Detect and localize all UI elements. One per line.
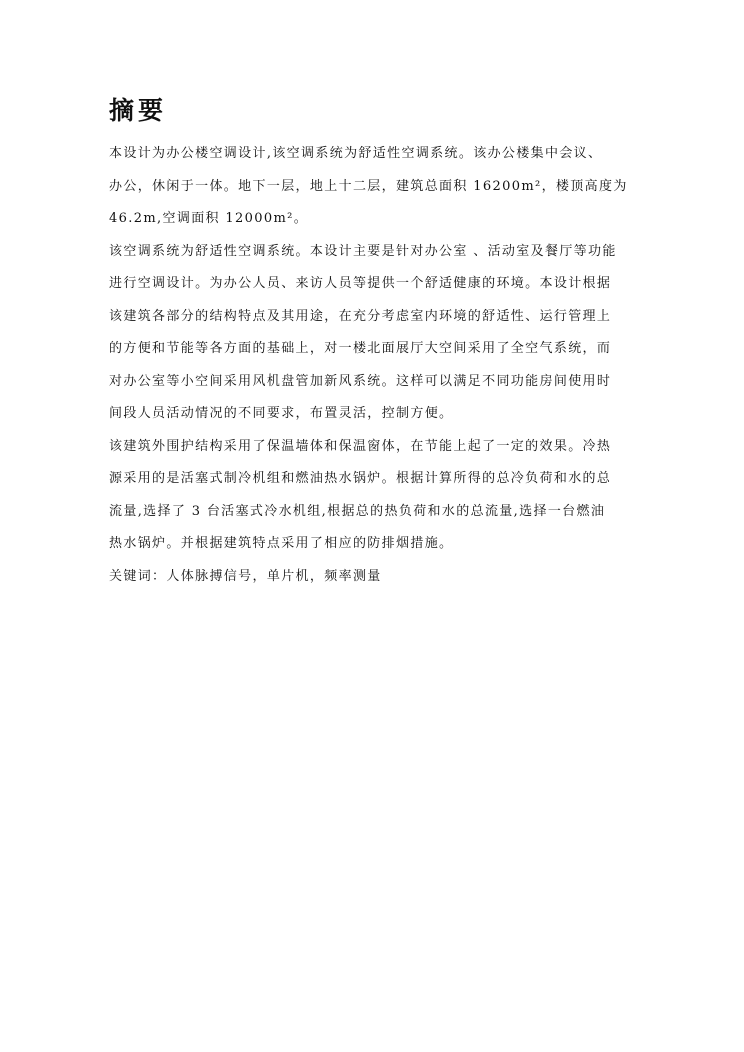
paragraph-design	[109, 236, 634, 431]
keywords-line: 关键词：人体脉搏信号，单片机，频率测量	[109, 568, 382, 584]
text-line: 对办公室等小空间采用风机盘管加新风系统。这样可以满足不同功能房间使用时	[109, 373, 612, 389]
paragraph-intro	[109, 138, 634, 236]
text-line: 46.2m,空调面积 12000m²。	[109, 211, 309, 226]
text-line: 源采用的是活塞式制冷机组和燃油热水锅炉。根据计算所得的总冷负荷和水的总	[109, 471, 612, 486]
text-line: 该建筑各部分的结构特点及其用途，在充分考虑室内环境的舒适性、运行管理上	[109, 308, 612, 324]
page-title: 摘要	[109, 96, 168, 125]
text-line: 进行空调设计。为办公人员、来访人员等提供一个舒适健康的环境。本设计根据	[109, 276, 612, 291]
text-line: 流量,选择了 3 台活塞式冷水机组,根据总的热负荷和水的总流量,选择一台燃油	[109, 503, 606, 519]
text-line: 本设计为办公楼空调设计,该空调系统为舒适性空调系统。该办公楼集中会议、	[109, 146, 603, 161]
text-line: 的方便和节能等各方面的基础上，对一楼北面展厅大空间采用了全空气系统，而	[109, 341, 612, 356]
text-line: 该空调系统为舒适性空调系统。本设计主要是针对办公室 、活动室及餐厅等功能	[109, 243, 617, 259]
paragraph-envelope	[109, 431, 634, 561]
text-line: 该建筑外围护结构采用了保温墙体和保温窗体，在节能上起了一定的效果。冷热	[109, 438, 612, 454]
text-line: 办公，休闲于一体。地下一层，地上十二层，建筑总面积 16200m²，楼顶高度为	[109, 178, 628, 194]
abstract-body	[109, 138, 634, 593]
text-line: 间段人员活动情况的不同要求，布置灵活，控制方便。	[109, 406, 454, 421]
paragraph-keywords	[109, 561, 634, 594]
text-line: 热水锅炉。并根据建筑特点采用了相应的防排烟措施。	[109, 536, 454, 551]
